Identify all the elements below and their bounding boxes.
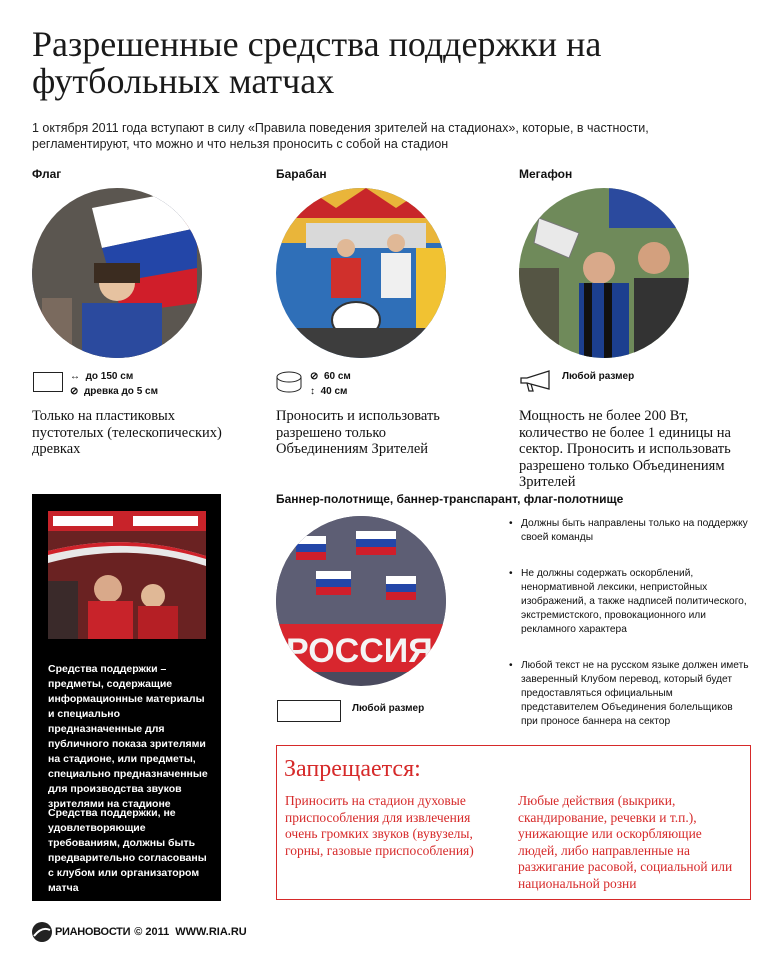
drum-description: Проносить и использовать разрешено только Объединениям Зрителей [276,408,440,457]
footer-brand: РИАНОВОСТИ [55,926,131,938]
megaphone-photo [519,188,689,358]
forbidden-left-text: Приносить на стадион духовые приспособления для извлечения очень громких звуков (вувузелы, горны, газовые приспособления) [285,793,474,858]
banner-rule: • Должны быть направлены только на поддержку своей команды [509,517,749,545]
intro-text: 1 октября 2011 года вступают в силу «Правила поведения зрителей на стадионах», которые, в частности, регламентируют, что можно и что нельзя проносить с собой на стадион [32,121,649,151]
drum-heading: Барабан [276,167,327,181]
footer [32,922,247,942]
banner-spec-size: Любой размер [352,703,425,714]
banner-photo-text: РОССИЯ [286,632,433,670]
flag-heading: Флаг [32,167,62,181]
diameter-icon: ⊘ [70,386,79,397]
diameter-icon: ⊘ [310,371,319,382]
page-title: Разрешенные средства поддержки на футбольных матчах [32,24,602,101]
drum-spec-diameter: 60 см [323,371,351,382]
approval-note: Средства поддержки, не удовлетворяющие требованиям, должны быть предварительно согласованы с клубом или организатором матча [48,807,207,894]
width-arrow-icon: ↔ [70,371,80,382]
fans-photo [48,511,206,639]
banner-photo [276,516,446,686]
banner-rule: • Любой текст не на русском языке должен иметь заверенный Клубом перевод, который будет предоставляться официальным представителем Объединения болельщиков при проносе баннера на сектор [509,659,749,729]
banner-rules-list [509,517,749,743]
ria-logo-icon [32,922,52,942]
megaphone-description: Мощность не более 200 Вт, количество не более 1 единицы на сектор. Проносить и использовать разрешено только Объединениям Зрителей [519,408,731,490]
megaphone-heading: Мегафон [519,167,573,181]
flag-outline-icon [33,372,63,392]
drum-outline-icon [276,371,302,398]
drum-spec-height: 40 см [320,386,348,397]
flag-spec-length: до 150 см [85,371,134,382]
banner-heading: Баннер-полотнище, баннер-транспарант, флаг-полотнище [276,492,624,506]
forbidden-right-text: Любые действия (выкрики, скандирование, речевки и т.п.), унижающие или оскорбляющие людей, либо направленные на разжигание расовой, социальной или национальной розни [518,793,733,891]
megaphone-icon [519,369,553,398]
megaphone-spec-size: Любой размер [562,371,635,382]
flag-photo [32,188,202,358]
banner-rule: • Не должны содержать оскорблений, ненормативной лексики, непристойных изображений, а также надписей политического, экстремистского, провокационного или рекламного характера [509,567,749,637]
footer-url[interactable]: WWW.RIA.RU [175,926,247,938]
height-arrow-icon: ↕ [310,386,315,397]
drum-photo [276,188,446,358]
footer-copyright: © 2011 [134,926,170,938]
definition-text: Средства поддержки – предметы, содержащие информационные материалы и специально предназначенные для публичного показа зрителями на стадионе, или предметы, специально предназначенные для производства звуков зрителями на стадионе [48,663,208,810]
flag-description: Только на пластиковых пустотелых (телескопических) древках [32,408,222,457]
banner-outline-icon [277,700,341,722]
forbidden-title: Запрещается: [284,756,421,782]
flag-spec-pole: древка до 5 см [83,386,158,397]
